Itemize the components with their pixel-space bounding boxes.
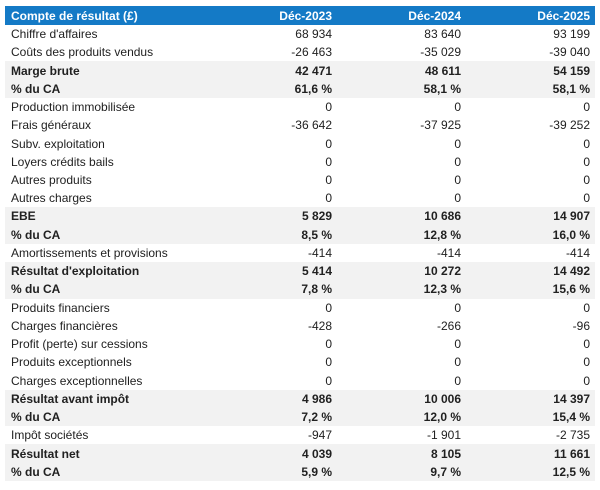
table-row [5, 116, 595, 134]
table-row [5, 317, 595, 335]
row-label: % du CA [5, 408, 208, 426]
table-row [5, 153, 595, 171]
header-row [5, 6, 595, 25]
cell-value: -37 925 [420, 118, 461, 133]
cell-value: 0 [454, 136, 461, 151]
row-label: Marge brute [5, 61, 208, 79]
table-row [5, 189, 595, 207]
row-label: % du CA [5, 280, 208, 298]
cell-value: 0 [583, 300, 590, 315]
cell-value: 0 [583, 337, 590, 352]
income-statement-table [5, 6, 595, 481]
table-body [5, 25, 595, 481]
row-label: Charges exceptionnelles [11, 373, 143, 388]
table-row [5, 262, 595, 280]
table-row [5, 98, 595, 116]
table-row [5, 390, 595, 408]
cell-value: -947 [307, 428, 332, 443]
row-label: Autres charges [11, 191, 92, 206]
table-row [5, 43, 595, 61]
table-row [5, 171, 595, 189]
row-label: Coûts des produits vendus [11, 45, 154, 60]
cell-value: 5,9 % [208, 463, 337, 481]
cell-value: 0 [325, 373, 332, 388]
row-label: EBE [5, 207, 208, 225]
cell-value: 5 829 [208, 207, 337, 225]
cell-value: 0 [325, 154, 332, 169]
cell-value: 83 640 [424, 27, 461, 42]
table-row [5, 463, 595, 481]
cell-value: -96 [572, 318, 590, 333]
cell-value: -35 029 [420, 45, 461, 60]
cell-value: 12,3 % [337, 280, 466, 298]
table-row [5, 134, 595, 152]
table-row [5, 226, 595, 244]
cell-value: 12,0 % [337, 408, 466, 426]
row-label: Subv. exploitation [11, 136, 105, 151]
cell-value: 0 [454, 300, 461, 315]
table-row [5, 61, 595, 79]
cell-value: 0 [325, 337, 332, 352]
cell-value: 0 [583, 136, 590, 151]
row-label: % du CA [5, 80, 208, 98]
row-label: Produits exceptionnels [11, 355, 132, 370]
cell-value: -414 [436, 245, 461, 260]
cell-value: 0 [454, 154, 461, 169]
row-label: Produits financiers [11, 300, 110, 315]
table-row [5, 207, 595, 225]
cell-value: 0 [454, 337, 461, 352]
cell-value: 4 986 [208, 390, 337, 408]
cell-value: 14 492 [466, 262, 595, 280]
cell-value: 14 907 [466, 207, 595, 225]
table-title: Compte de résultat (£) [5, 6, 208, 25]
cell-value: -36 642 [291, 118, 332, 133]
row-label: Profit (perte) sur cessions [11, 337, 148, 352]
table-header [5, 6, 595, 25]
cell-value: 58,1 % [337, 80, 466, 98]
cell-value: 0 [454, 355, 461, 370]
cell-value: 5 414 [208, 262, 337, 280]
row-label: Loyers crédits bails [11, 154, 114, 169]
row-label: Autres produits [11, 172, 92, 187]
row-label: Résultat net [5, 444, 208, 462]
cell-value: 0 [325, 355, 332, 370]
row-label: Charges financières [11, 318, 118, 333]
cell-value: 15,4 % [466, 408, 595, 426]
cell-value: -39 252 [549, 118, 590, 133]
cell-value: 14 397 [466, 390, 595, 408]
cell-value: -266 [436, 318, 461, 333]
cell-value: 61,6 % [208, 80, 337, 98]
cell-value: -1 901 [426, 428, 461, 443]
row-label: Impôt sociétés [11, 428, 89, 443]
cell-value: 0 [583, 355, 590, 370]
column-header-dec-2025: Déc-2025 [466, 6, 595, 25]
table-row [5, 426, 595, 444]
row-label: Chiffre d'affaires [11, 27, 98, 42]
cell-value: 0 [583, 191, 590, 206]
row-label: Résultat avant impôt [5, 390, 208, 408]
table-row [5, 335, 595, 353]
cell-value: 48 611 [337, 61, 466, 79]
cell-value: 0 [325, 300, 332, 315]
cell-value: 0 [583, 172, 590, 187]
cell-value: 7,8 % [208, 280, 337, 298]
row-label: Production immobilisée [11, 100, 136, 115]
cell-value: 0 [325, 191, 332, 206]
cell-value: 0 [325, 100, 332, 115]
table-row [5, 299, 595, 317]
cell-value: 15,6 % [466, 280, 595, 298]
cell-value: 16,0 % [466, 226, 595, 244]
cell-value: -428 [307, 318, 332, 333]
income-statement [5, 6, 595, 481]
cell-value: 0 [325, 136, 332, 151]
table-row [5, 444, 595, 462]
cell-value: 0 [583, 154, 590, 169]
column-header-dec-2023: Déc-2023 [208, 6, 337, 25]
cell-value: 12,8 % [337, 226, 466, 244]
row-label: % du CA [5, 226, 208, 244]
cell-value: -414 [307, 245, 332, 260]
table-row [5, 280, 595, 298]
cell-value: -26 463 [291, 45, 332, 60]
cell-value: 8,5 % [208, 226, 337, 244]
cell-value: 0 [325, 172, 332, 187]
cell-value: -39 040 [549, 45, 590, 60]
table-row [5, 408, 595, 426]
cell-value: 8 105 [337, 444, 466, 462]
cell-value: 0 [583, 100, 590, 115]
row-label: Amortissements et provisions [11, 245, 168, 260]
cell-value: 12,5 % [466, 463, 595, 481]
table-row [5, 80, 595, 98]
cell-value: 10 272 [337, 262, 466, 280]
cell-value: 0 [454, 191, 461, 206]
row-label: Résultat d'exploitation [5, 262, 208, 280]
cell-value: 0 [583, 373, 590, 388]
cell-value: 10 686 [337, 207, 466, 225]
table-row [5, 353, 595, 371]
cell-value: 0 [454, 172, 461, 187]
cell-value: 4 039 [208, 444, 337, 462]
cell-value: 7,2 % [208, 408, 337, 426]
column-header-dec-2024: Déc-2024 [337, 6, 466, 25]
cell-value: 58,1 % [466, 80, 595, 98]
cell-value: 11 661 [466, 444, 595, 462]
cell-value: 42 471 [208, 61, 337, 79]
table-row [5, 371, 595, 389]
cell-value: 0 [454, 373, 461, 388]
cell-value: 93 199 [553, 27, 590, 42]
cell-value: 54 159 [466, 61, 595, 79]
table-row [5, 244, 595, 262]
cell-value: -2 735 [555, 428, 590, 443]
cell-value: -414 [565, 245, 590, 260]
row-label: Frais généraux [11, 118, 92, 133]
cell-value: 0 [454, 100, 461, 115]
cell-value: 9,7 % [337, 463, 466, 481]
cell-value: 68 934 [295, 27, 332, 42]
row-label: % du CA [5, 463, 208, 481]
cell-value: 10 006 [337, 390, 466, 408]
table-row [5, 25, 595, 43]
